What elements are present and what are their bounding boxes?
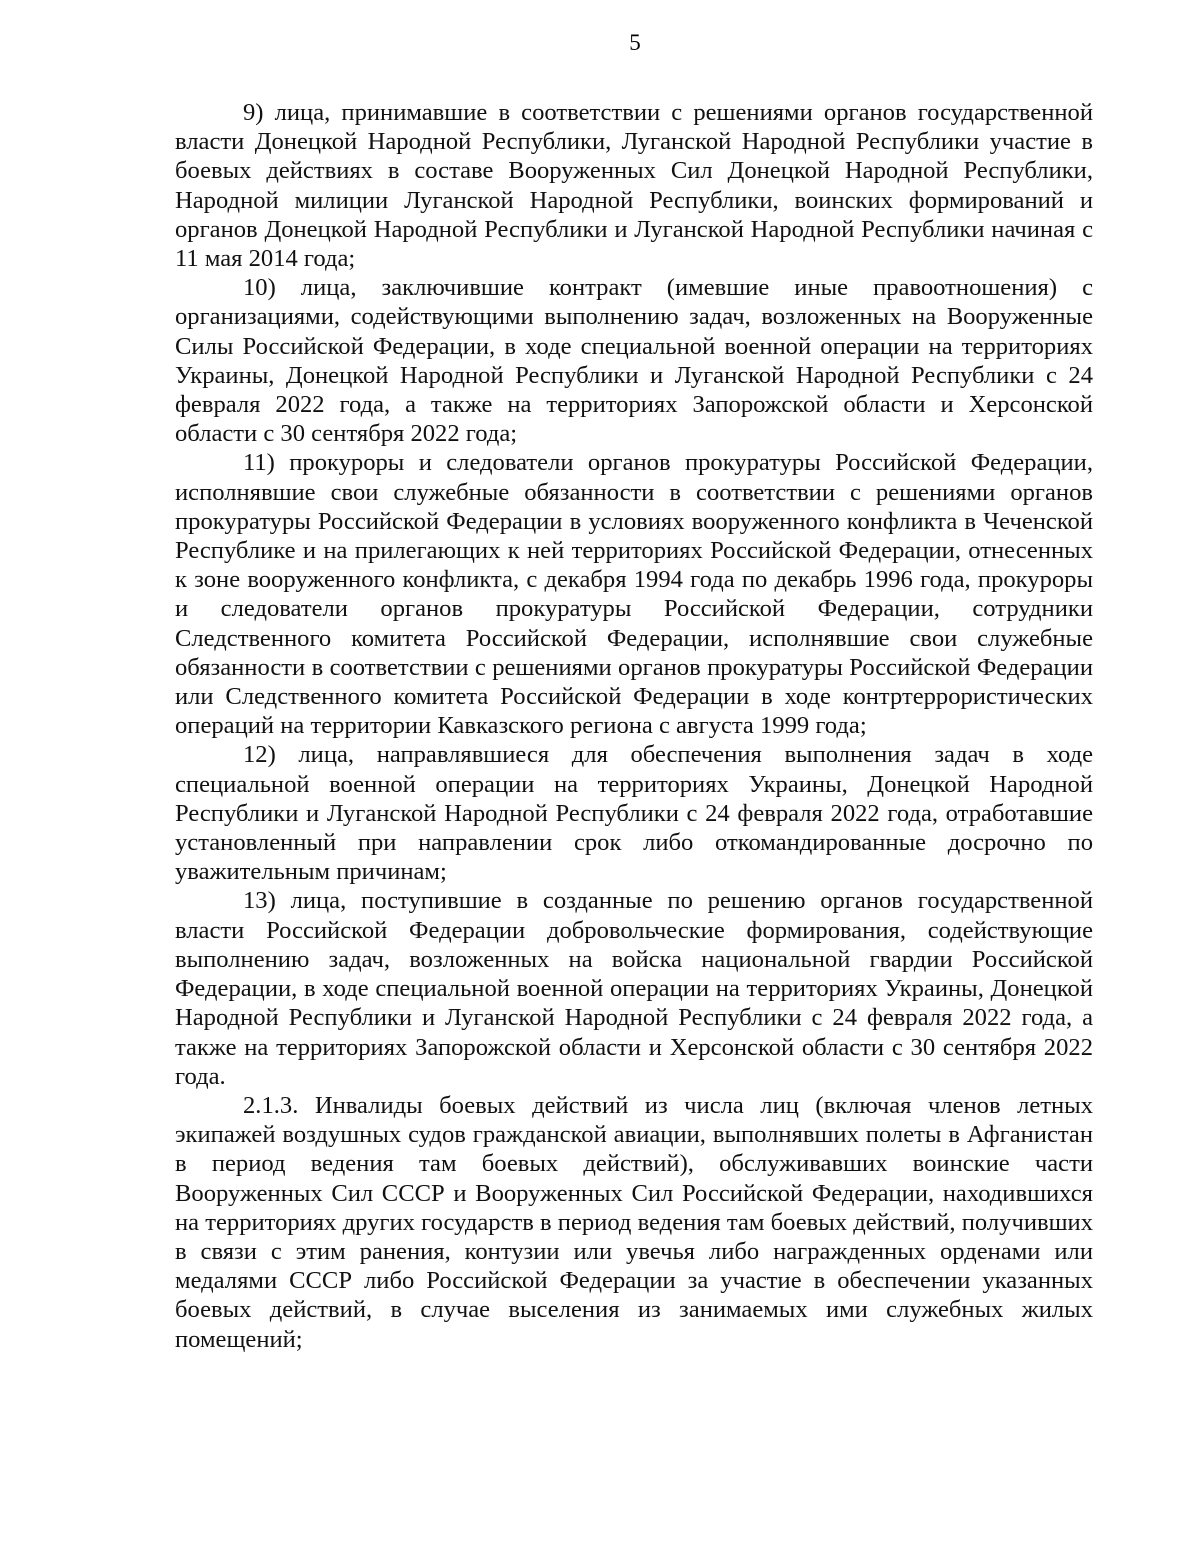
paragraph-item-13: 13) лица, поступившие в созданные по решению органов государственной власти Российской Федерации добровольческие формирования, содействующие выполнению задач, возложенных на войска национальной гвардии Российской Федерации, в ходе специальной военной операции на территориях Украины, Донецкой Народной Республики и Луганской Народной Республики с 24 февраля 2022 года, а также на территориях Запорожской области и Херсонской области с 30 сентября 2022 года. <box>175 887 1093 1090</box>
paragraph-item-11: 11) прокуроры и следователи органов прокуратуры Российской Федерации, исполнявшие свои служебные обязанности в соответствии с решениями органов прокуратуры Российской Федерации в условиях вооруженного конфликта в Чеченской Республике и на прилегающих к ней территориях Российской Федерации, отнесенных к зоне вооруженного конфликта, с декабря 1994 года по декабрь 1996 года, прокуроры и следователи органов прокуратуры Российской Федерации, сотрудники Следственного комитета Российской Федерации, исполнявшие свои служебные обязанности в соответствии с решениями органов прокуратуры Российской Федерации или Следственного комитета Российской Федерации в ходе контртеррористических операций на территории Кавказского региона с августа 1999 года; <box>175 449 1093 740</box>
paragraph-section-2-1-3: 2.1.3. Инвалиды боевых действий из числа лиц (включая членов летных экипажей воздушных судов гражданской авиации, выполнявших полеты в Афганистан в период ведения там боевых действий), обслуживавших воинские части Вооруженных Сил СССР и Вооруженных Сил Российской Федерации, находившихся на территориях других государств в период ведения там боевых действий, получивших в связи с этим ранения, контузии или увечья либо награжденных орденами или медалями СССР либо Российской Федерации за участие в обеспечении указанных боевых действий, в случае выселения из занимаемых ими служебных жилых помещений; <box>175 1091 1093 1353</box>
paragraph-item-12: 12) лица, направлявшиеся для обеспечения выполнения задач в ходе специальной военной операции на территориях Украины, Донецкой Народной Республики и Луганской Народной Республики с 24 февраля 2022 года, отработавшие установленный при направлении срок либо откомандированные досрочно по уважительным причинам; <box>175 741 1093 886</box>
paragraph-item-10: 10) лица, заключившие контракт (имевшие иные правоотношения) с организациями, содействующими выполнению задач, возложенных на Вооруженные Силы Российской Федерации, в ходе специальной военной операции на территориях Украины, Донецкой Народной Республики и Луганской Народной Республики с 24 февраля 2022 года, а также на территориях Запорожской области и Херсонской области с 30 сентября 2022 года; <box>175 274 1093 448</box>
paragraph-item-9: 9) лица, принимавшие в соответствии с решениями органов государственной власти Донецкой Народной Республики, Луганской Народной Республики участие в боевых действиях в составе Вооруженных Сил Донецкой Народной Республики, Народной милиции Луганской Народной Республики, воинских формирований и органов Донецкой Народной Республики и Луганской Народной Республики начиная с 11 мая 2014 года; <box>175 99 1093 273</box>
page-number: 5 <box>629 30 641 55</box>
document-body <box>175 98 1093 1354</box>
